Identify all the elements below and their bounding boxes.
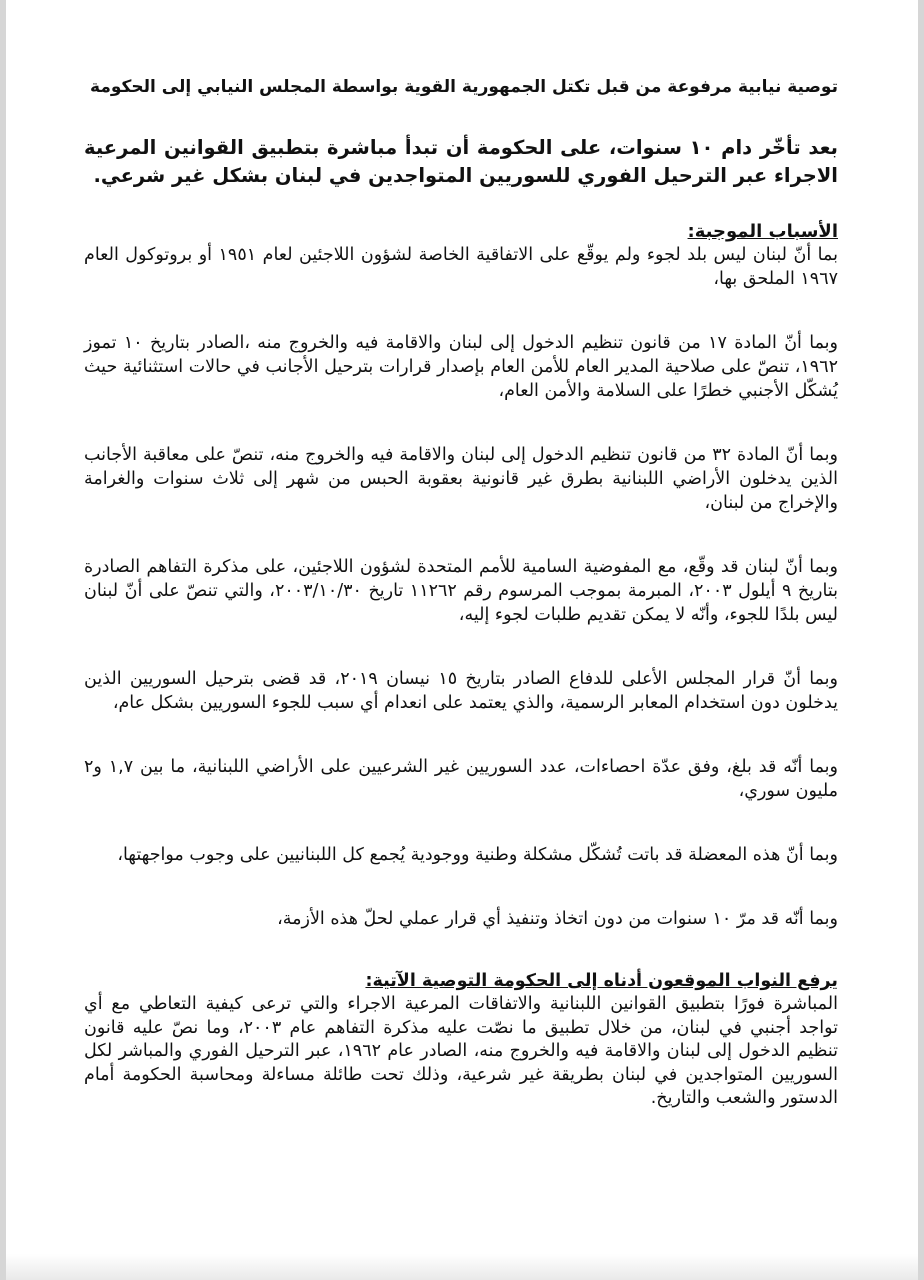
reasons-heading: الأسباب الموجبة: bbox=[687, 221, 838, 242]
paragraph-6: وبما أنّه قد بلغ، وفق عدّة احصاءات، عدد السوريين غير الشرعيين على الأراضي اللبنانية، ما بين ١,٧ و٢ مليون سوري، bbox=[84, 757, 839, 801]
paragraph-3: وبما أنّ المادة ٣٢ من قانون تنظيم الدخول إلى لبنان والاقامة فيه والخروج منه، تنصّ على معاقبة الأجانب الذين يدخلون الأراضي اللبنانية بطرق غير قانونية بعقوبة الحبس من شهر إلى ثلاث سنوات والغرامة والإخراج من لبنان، bbox=[84, 445, 838, 513]
paragraph-7: وبما أنّ هذه المعضلة قد باتت تُشكّل مشكلة وطنية ووجودية يُجمع كل اللبنانيين على وجوب مواجهتها، bbox=[117, 845, 838, 865]
paragraph-1: بما أنّ لبنان ليس بلد لجوء ولم يوقّع على الاتفاقية الخاصة لشؤون اللاجئين لعام ١٩٥١ أو بروتوكول العام ١٩٦٧ الملحق بها، bbox=[84, 245, 839, 289]
document-title: توصية نيابية مرفوعة من قبل تكتل الجمهورية القوية بواسطة المجلس النيابي إلى الحكومة bbox=[90, 77, 838, 97]
paragraph-4: وبما أنّ لبنان قد وقّع، مع المفوضية السامية للأمم المتحدة لشؤون اللاجئين، على مذكرة التفاهم الصادرة بتاريخ ٩ أيلول ٢٠٠٣، المبرمة بموجب المرسوم رقم ١١٢٦٢ تاريخ ٢٠٠٣/١٠/٣٠، والتي تنصّ على أنّ لبنان ليس بلدًا للجوء، وأنّه لا يمكن تقديم طلبات لجوء إليه، bbox=[84, 557, 838, 625]
document-headline: بعد تأخّر دام ١٠ سنوات، على الحكومة أن تبدأ مباشرة بتطبيق القوانين المرعية الاجراء عبر الترحيل الفوري للسوريين المتواجدين في لبنان بشكل غير شرعي. bbox=[84, 136, 838, 187]
document-content bbox=[84, 74, 838, 1111]
recommendation-body: المباشرة فورًا بتطبيق القوانين اللبنانية والاتفاقات المرعية الاجراء والتي ترعى كيفية التعاطي مع أي تواجد أجنبي في لبنان، من خلال تطبيق ما نصّت عليه مذكرة التفاهم عام ٢٠٠٣، وما نصّ عليه قانون تنظيم الدخول إلى لبنان والاقامة فيه والخروج منه، الصادر عام ١٩٦٢، عبر الترحيل الفوري والمباشر لكل السوريين المتواجدين في لبنان بطريقة غير شرعية، وذلك تحت طائلة مساءلة ومحاسبة الحكومة أمام الدستور والشعب والتاريخ. bbox=[84, 994, 838, 1109]
page-bottom-shadow bbox=[6, 1254, 918, 1280]
recommendation-heading: يرفع النواب الموقعون أدناه إلى الحكومة التوصية الآتية: bbox=[365, 971, 838, 991]
paragraph-5: وبما أنّ قرار المجلس الأعلى للدفاع الصادر بتاريخ ١٥ نيسان ٢٠١٩، قد قضى بترحيل السوريين الذين يدخلون دون استخدام المعابر الرسمية، والذي يعتمد على انعدام أي سبب للجوء السوريين بشكل عام، bbox=[84, 669, 838, 713]
paragraph-2: وبما أنّ المادة ١٧ من قانون تنظيم الدخول إلى لبنان والاقامة فيه والخروج منه ،الصادر بتاريخ ١٠ تموز ١٩٦٢، تنصّ على صلاحية المدير العام للأمن العام بإصدار قرارات بترحيل الأجانب في حالات استثنائية حيث يُشكّل الأجنبي خطرًا على السلامة والأمن العام، bbox=[84, 333, 839, 401]
paragraph-8: وبما أنّه قد مرّ ١٠ سنوات من دون اتخاذ وتنفيذ أي قرار عملي لحلّ هذه الأزمة، bbox=[277, 909, 838, 929]
